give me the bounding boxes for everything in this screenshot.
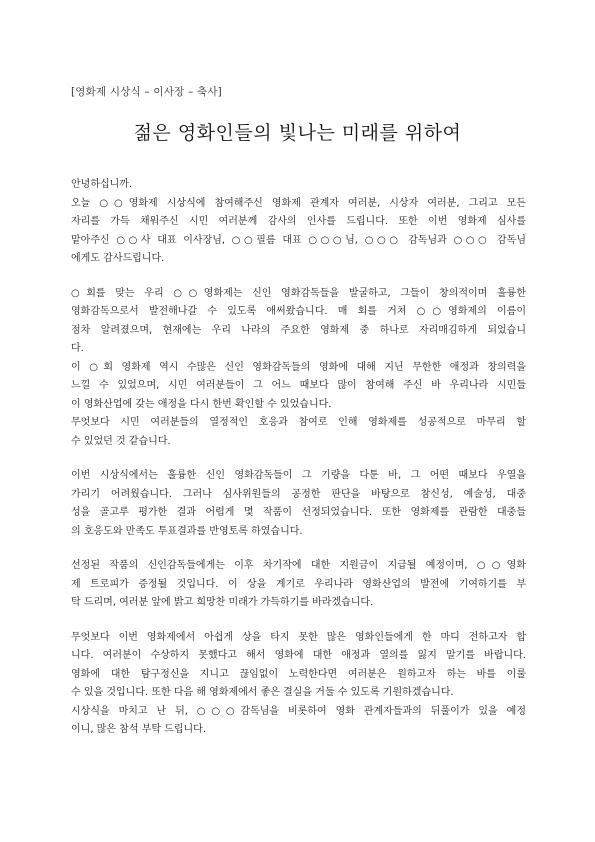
paragraph-line: 시상식을 마치고 난 뒤, ○○○감독님을 비롯하여 영화 관계자들과의 뒤풀이가 있을 예정 xyxy=(71,705,526,717)
paragraph-line: 맡아주신 ○○사 대표 이사장님, ○○필름 대표 ○○○님, ○○○ 감독님과 ○○○ 감독님 xyxy=(71,234,526,246)
paragraph xyxy=(71,414,526,451)
paragraph xyxy=(71,176,526,195)
paragraph xyxy=(71,359,526,415)
paragraph-line: 자리를 가득 채워주신 시민 여러분께 감사의 인사를 드립니다. 또한 이번 영화제 심사를 xyxy=(71,216,526,227)
paragraph-line: 선정된 작품의 신인감독들에게는 이후 차기작에 대한 지원금이 지급될 예정이며, ○○영화 xyxy=(71,560,526,571)
paragraph-line: 의 호응도와 만족도 투표결과를 반영토록 하였습니다. xyxy=(71,525,303,537)
paragraph-line: 가리기 어려웠습니다. 그러나 심사위원들의 공정한 판단을 바탕으로 참신성, 예술성, 대중 xyxy=(71,488,526,500)
paragraph-line: 느낄 수 있었으며, 시민 여러분들이 그 어느 때보다 많이 참여해 주신 바 우리나라 시민들 xyxy=(71,380,526,391)
paragraph-line: 점차 알려졌으며, 현재에는 우리 나라의 주요한 영화제 중 하나로 자리매김하게 되었습니 xyxy=(71,324,526,336)
document-category-label: [영화제 시상식 – 이사장 – 축사] xyxy=(71,86,222,98)
paragraph-line: 오늘 ○○영화제 시상식에 참여해주신 영화제 관계자 여러분, 시상자 여러분, 그리고 모든 xyxy=(71,197,526,209)
paragraph-line: 영화감독으로서 발전해나갈 수 있도록 애써왔습니다. 매 회를 거쳐 ○○영화제의 이름이 xyxy=(71,306,526,317)
paragraph-spacer xyxy=(71,613,526,629)
paragraph-line: 성을 골고루 평가한 결과 어렵게 몇 작품이 선정되었습니다. 또한 영화제를 관람한 대중들 xyxy=(71,507,526,518)
paragraph-spacer xyxy=(71,451,526,467)
paragraph xyxy=(71,629,526,703)
paragraph-line: 수 있었던 것 같습니다. xyxy=(71,435,171,447)
paragraph-line: 무엇보다 이번 영화제에서 아쉽게 상을 타지 못한 많은 영화인들에게 한 마디 전하고자 합 xyxy=(71,631,526,643)
paragraph-spacer xyxy=(71,541,526,557)
paragraph-line: 수 있을 것입니다. 또한 다음 해 영화제에서 좋은 결실을 거둘 수 있도록 기원하겠습니다. xyxy=(71,687,454,698)
paragraph-line: 무엇보다 시민 여러분들의 열정적인 호응과 참여로 인해 영화제를 성공적으로 마무리 할 xyxy=(71,417,526,428)
paragraph xyxy=(71,285,526,359)
paragraph-spacer xyxy=(71,269,526,285)
paragraph xyxy=(71,195,526,269)
paragraph-line: 니다. 여러분이 수상하지 못했다고 해서 영화에 대한 애정과 열의를 잃지 말기를 바랍니다. xyxy=(71,650,526,661)
paragraph-line: ○회를 맞는 우리 ○○영화제는 신인 영화감독들을 발굴하고, 그들이 창의적이며 훌륭한 xyxy=(71,287,526,299)
paragraph-line: 이번 시상식에서는 훌륭한 신인 영화감독들이 그 기량을 다툰 바, 그 어떤 때보다 우열을 xyxy=(71,470,526,481)
paragraph-line: 이 ○회 영화제 역시 수많은 신인 영화감독들의 영화에 대해 지닌 무한한 애정과 창의력을 xyxy=(71,361,526,373)
paragraph-line: 다. xyxy=(71,343,84,354)
paragraph-line: 탁 드리며, 여러분 앞에 밝고 희망찬 미래가 가득하기를 바라겠습니다. xyxy=(71,597,374,608)
document-body xyxy=(71,176,526,740)
document-title: 젊은 영화인들의 빛나는 미래를 위하여 xyxy=(133,122,462,144)
paragraph-line: 영화에 대한 탐구정신을 지니고 끊임없이 노력한다면 여러분은 원하고자 하는 바를 이룰 xyxy=(71,668,526,680)
paragraph-line: 에게도 감사드립니다. xyxy=(71,253,165,264)
paragraph xyxy=(71,703,526,740)
paragraph-line: 안녕하십니까. xyxy=(71,179,133,190)
paragraph-line: 이 영화산업에 갖는 애정을 다시 한번 확인할 수 있었습니다. xyxy=(71,398,332,410)
paragraph xyxy=(71,557,526,613)
paragraph-line: 이니, 많은 참석 부탁 드립니다. xyxy=(71,724,206,735)
paragraph-line: 제 트로피가 증정될 것입니다. 이 상을 계기로 우리나라 영화산업의 발전에 기여하기를 부 xyxy=(71,578,526,590)
paragraph xyxy=(71,467,526,541)
